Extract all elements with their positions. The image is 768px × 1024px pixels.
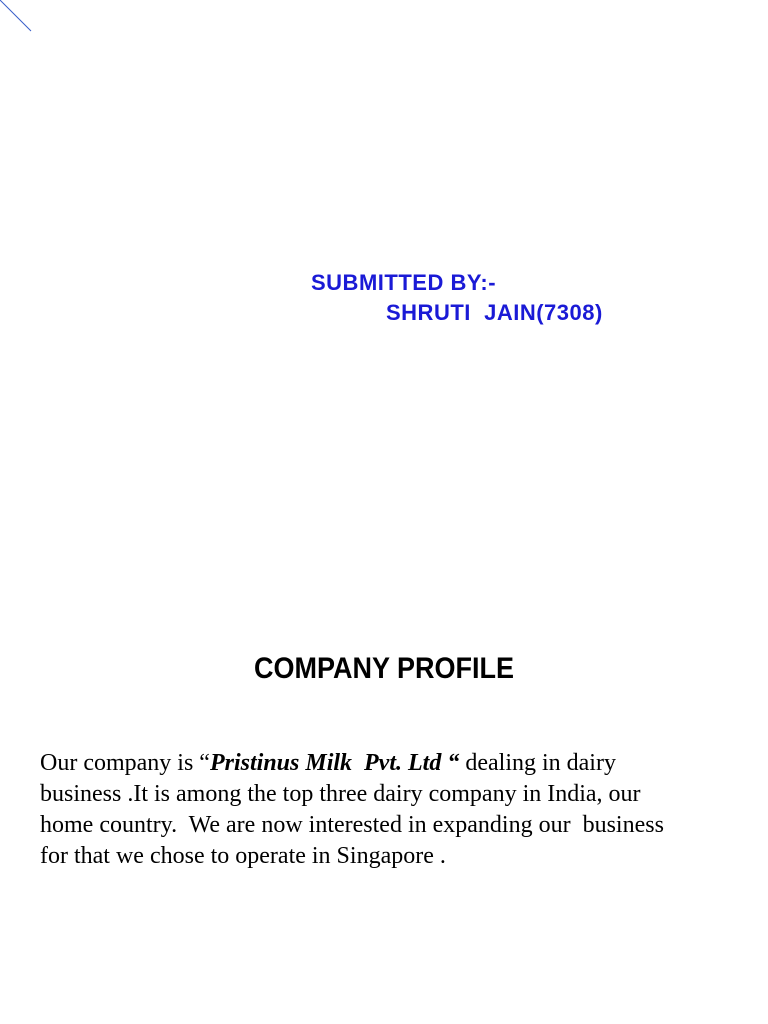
- paragraph-line-4: for that we chose to operate in Singapore .: [40, 843, 446, 869]
- submitted-by-label: SUBMITTED BY:-: [311, 270, 497, 295]
- corner-fold-line: [0, 0, 40, 40]
- paragraph-line-1: [40, 748, 730, 779]
- para-suffix: dealing in dairy: [459, 750, 616, 776]
- paragraph-line-3: home country. We are now interested in expanding our business: [40, 812, 664, 838]
- company-name: Pristinus Milk Pvt. Ltd “: [209, 750, 460, 776]
- para-prefix: Our company is “: [40, 750, 210, 776]
- company-profile-paragraph: [40, 748, 730, 872]
- company-profile-heading: COMPANY PROFILE: [253, 652, 515, 685]
- submitter-name: SHRUTI JAIN(7308): [386, 300, 603, 325]
- submitted-by-block: [311, 268, 603, 328]
- paragraph-line-2: business .It is among the top three dairy company in India, our: [40, 781, 641, 807]
